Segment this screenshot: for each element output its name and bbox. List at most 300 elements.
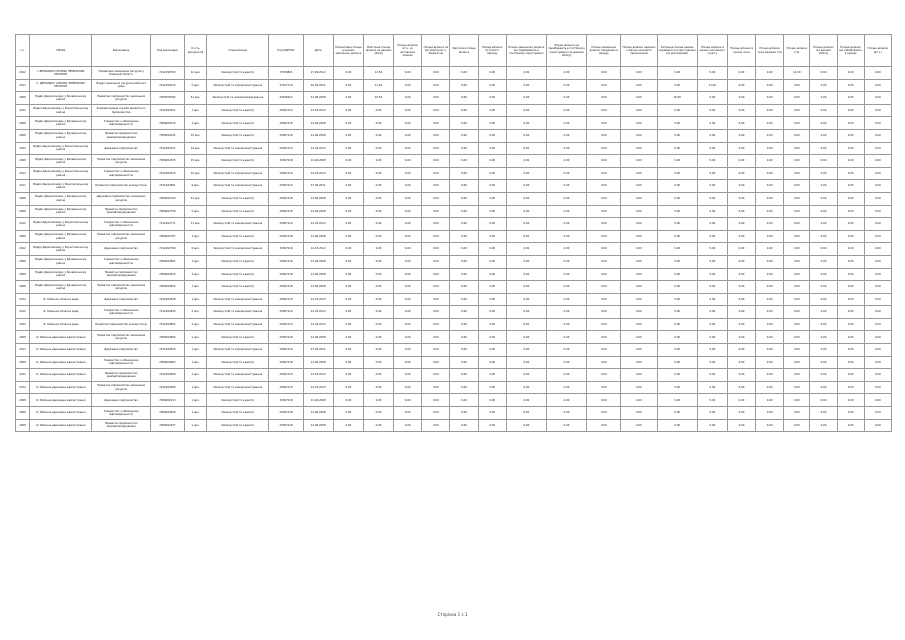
table-cell: Землеустрій та землекористування [207,344,269,357]
table-cell: 7008462032 [150,129,184,142]
table-cell: 27.09.2012 [303,67,333,80]
table-cell: 0,00 [621,167,657,180]
table-cell: 0,00 [837,344,864,357]
table-cell: 0,00 [546,318,586,331]
table-cell: Відділ земельних ресурсів районної ради [92,79,150,92]
table-cell: 0,00 [394,167,422,180]
table-cell: 0,00 [394,281,422,294]
table-cell: 2008 [16,129,30,142]
table-cell: 0,00 [697,218,727,231]
table-row [16,356,892,369]
table-cell: 0,00 [756,268,784,281]
table-cell: 0,00 [727,67,755,80]
table-cell: 0,00 [621,230,657,243]
table-cell: 31 арк. [184,192,206,205]
table-cell: 0,00 [864,218,891,231]
table-cell: Землеустрій та землекористування [207,167,269,180]
table-cell: 0,00 [784,268,810,281]
table-cell: 0,00 [478,255,506,268]
table-cell: 0,00 [450,369,478,382]
table-row [16,293,892,306]
table-cell: 0,00 [333,419,363,432]
table-cell: 0,00 [697,306,727,319]
table-cell: 0,00 [697,268,727,281]
table-cell: 0,00 [394,230,422,243]
table-cell: 0,00 [697,318,727,331]
table-cell: 0,00 [506,104,546,117]
table-cell: 0,00 [478,243,506,256]
table-cell: 0,00 [394,155,422,168]
table-cell: 0,00 [422,268,450,281]
table-cell: 0,00 [837,394,864,407]
table-cell: 0,00 [422,381,450,394]
table-cell: 0,00 [546,205,586,218]
table-cell: 0,00 [621,180,657,193]
table-cell: 0,00 [394,344,422,357]
table-cell: 0,00 [546,243,586,256]
table-cell: 0,00 [810,230,837,243]
table-cell: 34567218 [269,230,303,243]
table-cell: 7011462891 [150,180,184,193]
table-row [16,180,892,193]
table-cell: 0,00 [864,306,891,319]
table-cell: 0,00 [394,394,422,407]
table-cell: Товариство з обмеженою відповідальністю [92,306,150,319]
table-cell: 0,00 [810,129,837,142]
table-cell: 7008462883 [150,356,184,369]
table-cell: 0,00 [546,255,586,268]
table-cell: Приватне підприємство земельних ресурсів [92,92,150,105]
table-cell: 0,00 [587,167,621,180]
table-cell: 0,00 [333,306,363,319]
table-cell: ІV. Районна державна адміністрація [30,331,92,344]
table-cell: 0,00 [333,255,363,268]
table-cell: 0,00 [864,129,891,142]
table-cell: 0,00 [756,167,784,180]
table-cell: 0,00 [837,180,864,193]
table-cell: 2011 [16,344,30,357]
table-cell: 0,00 [587,293,621,306]
table-cell: 0,00 [697,293,727,306]
table-cell: 0,00 [450,192,478,205]
table-cell: 0,00 [450,218,478,231]
table-cell: 7008462937 [150,419,184,432]
table-cell: 0,00 [727,230,755,243]
table-row [16,67,892,80]
table-cell: 0,00 [837,419,864,432]
table-cell: Відділ Держкомзему у Бориспільському районі [30,142,92,155]
table-cell: 0,00 [756,407,784,420]
table-cell: 34567219 [269,306,303,319]
table-cell: 0,00 [546,218,586,231]
table-cell: 0,00 [333,356,363,369]
table-cell: 0,00 [546,180,586,193]
table-cell: 5 арк. [184,205,206,218]
table-cell: 0,00 [727,255,755,268]
table-cell: 2008 [16,407,30,420]
table-cell: 0,00 [837,356,864,369]
table-cell: 0,00 [394,142,422,155]
table-cell: 0,00 [422,92,450,105]
table-cell: 0,00 [546,369,586,382]
table-cell: 0,00 [657,318,697,331]
table-cell: 0,00 [546,281,586,294]
table-cell: 0,00 [363,407,393,420]
table-cell: 0,00 [727,167,755,180]
table-cell: ІV. Районна державна адміністрація [30,381,92,394]
table-cell: 0,00 [587,344,621,357]
table-cell: 0,00 [864,344,891,357]
table-cell: 0,00 [450,394,478,407]
table-cell: 2008 [16,192,30,205]
table-cell: 0,00 [864,356,891,369]
table-cell: Землеустрій та землекористування [207,218,269,231]
table-cell: 0,00 [621,268,657,281]
table-cell: 0,00 [784,255,810,268]
table-cell: 0,00 [506,407,546,420]
table-cell: 0,00 [422,104,450,117]
table-cell: 0,00 [864,155,891,168]
table-cell: Землеустрій та землекористування [207,180,269,193]
table-cell: 34567219 [269,243,303,256]
table-cell: 0,00 [756,180,784,193]
table-cell: 0,00 [784,230,810,243]
column-header: Спеціалізація [207,35,269,67]
table-cell: 0,00 [657,79,697,92]
table-cell: 0,00 [478,230,506,243]
table-cell: Відділ Держкомзему у Броварському районі [30,192,92,205]
table-cell: 0,00 [657,129,697,142]
table-cell: 0,00 [506,218,546,231]
table-cell: 0,00 [422,306,450,319]
column-header: CMSDA [30,35,92,67]
table-cell: 2008 [16,117,30,130]
table-cell: 0,00 [394,192,422,205]
table-cell: Приватне підприємство землеустрою [92,318,150,331]
table-cell: 34567219 [269,381,303,394]
table-cell: 0,00 [333,218,363,231]
table-cell: 0,00 [422,407,450,420]
table-cell: Землеустрій та кадастр [207,155,269,168]
table-cell: 0,00 [546,67,586,80]
table-cell: 0,00 [810,92,837,105]
table-cell: 0,00 [621,129,657,142]
table-cell: 0,00 [864,318,891,331]
table-cell: 0,00 [506,369,546,382]
table-cell: 0,00 [727,79,755,92]
table-cell: 0,00 [506,92,546,105]
column-header: Площа ділянок за договором вт.ч. бюджетна [422,35,450,67]
table-cell: 0,00 [864,369,891,382]
table-cell: 0,00 [587,419,621,432]
table-cell: 0,00 [478,356,506,369]
table-cell: 0,00 [697,255,727,268]
table-cell: 0,00 [333,129,363,142]
table-cell: 0,00 [784,407,810,420]
table-cell: 0,00 [657,407,697,420]
table-cell: 2008 [16,419,30,432]
table-cell: 2011 [16,79,30,92]
column-header: Нормативна площа основних земельних ділянок [333,35,363,67]
table-cell: 0,00 [697,180,727,193]
table-cell: 2012 [16,67,30,80]
table-cell: 0,00 [756,318,784,331]
table-cell: 0,00 [506,394,546,407]
table-cell: 12.06.2008 [303,268,333,281]
table-cell: 0,00 [363,306,393,319]
table-row [16,205,892,218]
table-cell: 0,00 [756,155,784,168]
table-cell: 0,00 [450,306,478,319]
table-cell: 0,00 [546,344,586,357]
table-cell: 0,00 [756,344,784,357]
table-cell: 12.03.2012 [303,381,333,394]
table-cell: Землеустрій та кадастр [207,104,269,117]
table-row [16,306,892,319]
table-row [16,381,892,394]
table-cell: 0,00 [837,369,864,382]
table-cell: 0,00 [506,281,546,294]
table-cell: Відділ Держкомзему у Бориспільському районі [30,243,92,256]
table-cell: 1 арк. [184,394,206,407]
table-cell: 0,00 [333,192,363,205]
table-cell: ІІІ. Київська обласна рада [30,318,92,331]
table-cell: 7012462845 [150,306,184,319]
table-cell: 0,00 [697,117,727,130]
table-cell: 0,00 [450,243,478,256]
table-cell: 0,00 [506,192,546,205]
table-cell: 0,00 [810,281,837,294]
table-cell: 0,00 [587,281,621,294]
table-cell: 0,00 [621,356,657,369]
table-cell: 0,00 [784,331,810,344]
table-row [16,243,892,256]
table-cell: 0,00 [727,293,755,306]
table-cell: 0,00 [450,129,478,142]
table-cell: 0,00 [546,79,586,92]
table-cell: 0,00 [756,218,784,231]
table-cell: 0,00 [657,192,697,205]
table-cell: 0,00 [422,230,450,243]
table-row [16,117,892,130]
table-cell: 0,00 [333,381,363,394]
table-cell: 0,00 [657,419,697,432]
table-cell: 7012462906 [150,381,184,394]
table-cell: 0,00 [450,92,478,105]
table-cell: 2 арк. [184,255,206,268]
table-cell: 7 арк. [184,104,206,117]
table-cell: 0,00 [621,218,657,231]
table-cell: 0,00 [810,104,837,117]
table-cell: Землеустрій та кадастр [207,129,269,142]
table-cell: Землеустрій та кадастр [207,205,269,218]
table-cell: 0,00 [756,281,784,294]
table-cell: 0,00 [864,255,891,268]
table-cell: 0,00 [450,318,478,331]
table-cell: 0,00 [727,180,755,193]
table-cell: 1 арк. [184,356,206,369]
table-cell: 0,00 [506,117,546,130]
table-cell: 0,00 [546,407,586,420]
table-cell: 0,00 [784,218,810,231]
table-cell: Державне підприємство [92,344,150,357]
table-cell: 12.03.2012 [303,293,333,306]
table-cell: 0,00 [546,167,586,180]
table-cell: 0,00 [756,67,784,80]
table-cell: 0,00 [394,243,422,256]
table-header-row [16,35,892,67]
table-cell: 34567218 [269,155,303,168]
table-cell: 0,00 [864,268,891,281]
table-cell: 0,00 [394,218,422,231]
table-cell: 0,00 [363,205,393,218]
table-row [16,394,892,407]
table-cell: 34567218 [269,331,303,344]
table-cell: 0,00 [506,180,546,193]
table-cell: 0,00 [657,331,697,344]
table-cell: 0,00 [727,394,755,407]
table-cell: Приватне підприємство землевпорядкування [92,369,150,382]
table-cell: 0,00 [422,331,450,344]
table-cell: Землеустрій та кадастр [207,230,269,243]
column-header: Код виконавця [150,35,184,67]
table-cell: 2011 [16,180,30,193]
table-cell: 0,00 [478,218,506,231]
table-cell: 0,00 [450,344,478,357]
table-cell: 0,00 [837,79,864,92]
table-cell: 7012462321 [150,142,184,155]
table-cell: 0,00 [621,419,657,432]
table-cell: 0,00 [506,344,546,357]
table-cell: 0,00 [363,117,393,130]
table-cell: 37458821 [269,67,303,80]
table-cell: 0,00 [657,369,697,382]
table-cell: 0,00 [657,381,697,394]
table-cell: 2 арк. [184,117,206,130]
table-cell: 34567218 [269,117,303,130]
table-cell: 0,00 [756,306,784,319]
table-cell: 0,00 [422,167,450,180]
table-cell: 0,00 [450,167,478,180]
column-header: Фактична площа ділянок [450,35,478,67]
table-cell: 0,00 [837,117,864,130]
table-cell: 0,00 [394,180,422,193]
table-cell: 0,00 [727,344,755,357]
table-cell: 0,00 [727,218,755,231]
table-cell: 12 арк. [184,67,206,80]
table-cell: 0,00 [587,318,621,331]
table-cell: 7 арк. [184,281,206,294]
table-cell: 0,00 [450,79,478,92]
table-cell: 0,00 [697,281,727,294]
table-cell: 0,00 [422,344,450,357]
table-cell: 0,00 [450,419,478,432]
table-cell: 12.03.2012 [303,306,333,319]
table-cell: 0,00 [657,218,697,231]
table-cell: Товариство з обмеженою відповідальністю [92,117,150,130]
table-cell: 0,00 [727,281,755,294]
table-cell: 0,00 [546,381,586,394]
column-header: Площа ділянок наданих з зміною цільового призначення [621,35,657,67]
table-cell: 0,00 [621,92,657,105]
table-cell: 0,00 [478,167,506,180]
column-header: Дата [303,35,333,67]
table-cell: 0,00 [697,331,727,344]
table-cell: 0,00 [333,230,363,243]
table-cell: 34567218 [269,192,303,205]
table-cell: 0,00 [394,407,422,420]
table-cell: Приватне підприємство землеустрою [92,180,150,193]
table-cell: 0,00 [810,381,837,394]
table-cell: 0,00 [506,419,546,432]
table-cell: 12.06.2008 [303,117,333,130]
table-cell: 0,00 [864,79,891,92]
table-cell: 0,00 [450,255,478,268]
table-cell: 7008462743 [150,192,184,205]
table-cell: 0,00 [333,117,363,130]
column-header: Площа ділянок що перебувають в постійному користуванні (за даними обліку) [546,35,586,67]
table-cell: Відділ Держкомзему у Бориспільському районі [30,167,92,180]
table-cell: 0,00 [587,331,621,344]
table-cell: 7008462335 [150,155,184,168]
table-cell: 0,00 [478,129,506,142]
table-cell: 2008 [16,230,30,243]
table-cell: 0,00 [727,205,755,218]
table-cell: 0,00 [394,205,422,218]
table-body [16,67,892,432]
table-cell: 0,00 [363,180,393,193]
table-cell: 0,00 [363,369,393,382]
table-cell: 0,00 [837,281,864,294]
table-cell: 34567213 [269,104,303,117]
table-cell: 0,00 [837,142,864,155]
table-cell: 0,00 [422,356,450,369]
table-cell: 11 арк. [184,218,206,231]
table-cell: 0,00 [810,356,837,369]
column-header: Площа ділянок поточного періоду [478,35,506,67]
table-cell: Землеустрій та кадастр [207,268,269,281]
table-cell: ІV. Районна державна адміністрація [30,419,92,432]
table-cell: 12.06.2008 [303,129,333,142]
table-cell: 0,00 [784,180,810,193]
table-cell: 0,00 [363,142,393,155]
table-cell: 34567218 [269,394,303,407]
table-cell: 0,00 [587,117,621,130]
table-cell: 7012462914 [150,167,184,180]
table-cell: 0,00 [810,243,837,256]
table-cell: 21.08.2008 [303,92,333,105]
table-cell: 0,00 [587,79,621,92]
table-cell: 0,00 [363,381,393,394]
table-cell: 5 арк. [184,79,206,92]
table-cell: Товариство з обмеженою відповідальністю [92,255,150,268]
table-cell: Землеустрій та землевпорядкування [207,92,269,105]
table-cell: 0,00 [333,369,363,382]
table-cell: 34567218 [269,205,303,218]
table-cell: 7008462015 [150,117,184,130]
table-cell: 0,00 [864,180,891,193]
table-cell: 0,00 [657,306,697,319]
table-row [16,331,892,344]
table-cell: 7012462838 [150,293,184,306]
table-cell: 0,00 [587,155,621,168]
table-cell: 0,00 [506,79,546,92]
table-cell: 0,00 [506,381,546,394]
table-cell: 0,00 [333,205,363,218]
table-cell: 0,00 [864,407,891,420]
table-cell: 0,00 [422,205,450,218]
table-row [16,281,892,294]
